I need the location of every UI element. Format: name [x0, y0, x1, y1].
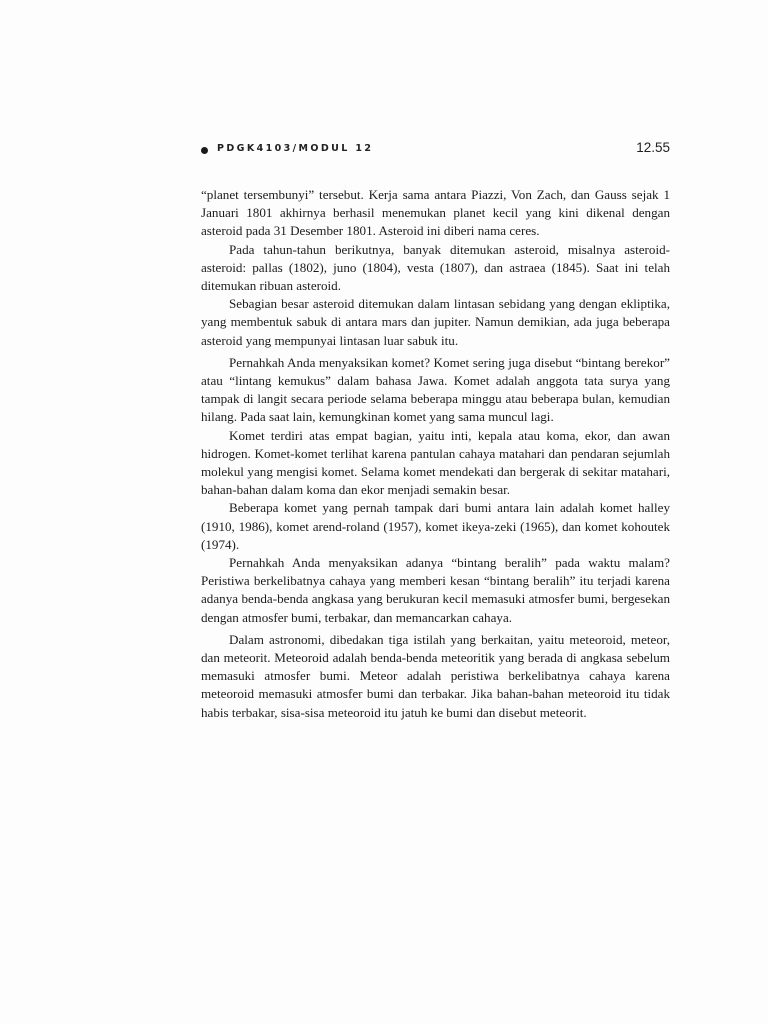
- paragraph: Dalam astronomi, dibedakan tiga istilah yang berkaitan, yaitu meteoroid, meteor, dan meteorit. Meteoroid adalah benda-benda meteoritik yang berada di angkasa sebelum memasuki atmosfer bumi. Meteor adalah peristiwa berkelibatnya cahaya karena meteoroid memasuki atmosfer bumi dan terbakar. Jika bahan-bahan meteoroid itu tidak habis terbakar, sisa-sisa meteoroid itu jatuh ke bumi dan disebut meteorit.: [201, 631, 670, 720]
- module-code: PDGK4103/MODUL 12: [217, 143, 374, 154]
- running-header: [201, 140, 670, 164]
- paragraph: “planet tersembunyi” tersebut. Kerja sama antara Piazzi, Von Zach, dan Gauss sejak 1 Januari 1801 akhirnya berhasil menemukan planet kecil yang kini dikenal dengan asteroid pada 31 Desember 1801. Asteroid ini diberi nama ceres.: [201, 187, 670, 239]
- paragraph: Komet terdiri atas empat bagian, yaitu inti, kepala atau koma, ekor, dan awan hidrogen. Komet-komet terlihat karena pantulan cahaya matahari dan pendaran sejumlah molekul yang mengisi komet. Selama komet mendekati dan bergerak di sekitar matahari, bahan-bahan dalam koma dan ekor menjadi semakin besar.: [201, 427, 670, 498]
- paragraph: Pada tahun-tahun berikutnya, banyak ditemukan asteroid, misalnya asteroid-asteroid: pallas (1802), juno (1804), vesta (1807), dan astraea (1845). Saat ini telah ditemukan ribuan asteroid.: [201, 241, 670, 294]
- paragraph: Pernahkah Anda menyaksikan adanya “bintang beralih” pada waktu malam? Peristiwa berkelibatnya cahaya yang memberi kesan “bintang beralih” itu terjadi karena adanya benda-benda angkasa yang berukuran kecil memasuki atmosfer bumi, bergesekan dengan atmosfer bumi, terbakar, dan memancarkan cahaya.: [201, 555, 670, 625]
- page-number: 12.55: [636, 140, 670, 155]
- paragraph: Sebagian besar asteroid ditemukan dalam lintasan sebidang yang dengan ekliptika, yang membentuk sabuk di antara mars dan jupiter. Namun demikian, ada juga beberapa asteroid yang mempunyai lintasan luar sabuk itu.: [201, 296, 670, 348]
- paragraph: Pernahkah Anda menyaksikan komet? Komet sering juga disebut “bintang berekor” atau “lintang kemukus” dalam bahasa Jawa. Komet adalah anggota tata surya yang tampak di langit secara periode selama beberapa minggu atau beberapa bulan, kemudian hilang. Pada saat lain, kemungkinan komet yang sama muncul lagi.: [201, 354, 670, 425]
- body-text: [201, 186, 670, 722]
- bullet-icon: [201, 147, 208, 154]
- paragraph: Beberapa komet yang pernah tampak dari bumi antara lain adalah komet halley (1910, 1986), komet arend-roland (1957), komet ikeya-zeki (1965), dan komet kohoutek (1974).: [201, 500, 670, 552]
